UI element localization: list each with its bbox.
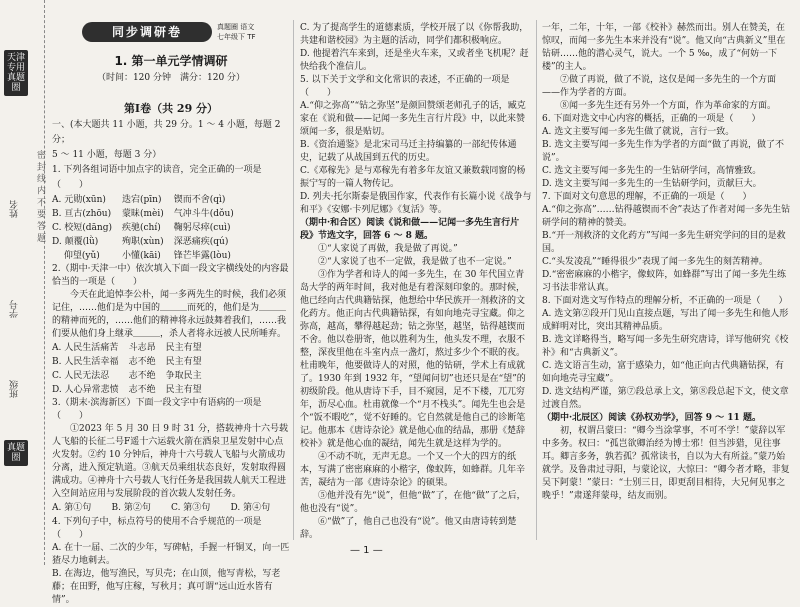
q1-option-cell: 疾驰(chí) — [122, 223, 161, 233]
passage-para-5: ⑤他并没有先“说”，但他“做”了，在他“做”了之后，他也没有“说”。 — [300, 491, 526, 514]
q1-option-cell: B. 亘古(zhōu) — [52, 209, 112, 219]
brand-label-top: 天津专用 真题圈 — [4, 50, 28, 96]
header-meta-line2: 七年级下 TF — [217, 33, 256, 41]
q2-option-cell: A. 人民生活痛苦 — [52, 343, 119, 353]
passage-para-8: ⑦做了再说，做了不说，这仅是闻一多先生的一个方面——作为学者的方面。 — [542, 75, 777, 98]
q6-option-b: B. 选文主要写闻一多先生作为学者的方面“做了再说，做了不说”。 — [542, 140, 784, 163]
header-meta — [217, 22, 292, 42]
q2-option-row — [52, 369, 212, 383]
question-2: 2.（期中·天津一中）依次填入下面一段文字横线处的内容最恰当的一项是（ ） — [52, 264, 289, 287]
q8-option-b: B. 选文详略得当，略写闻一多先生研究唐诗，详写他研究《校补》和“古典新义”。 — [542, 335, 789, 358]
q1-option-cell: A. 元勋(xūn) — [52, 195, 106, 205]
intro-line1: 一、(本大题共 11 小题，共 29 分。1 ～ 4 小题，每题 2 分； — [52, 120, 281, 145]
name-label: 姓名 — [10, 200, 20, 218]
q1-option-cell: 深恶痛疾(qú) — [173, 237, 229, 247]
q1-option-cell: 仰望(yǔ) — [52, 251, 100, 261]
q1-option-row — [52, 207, 244, 221]
q2-option-row — [52, 383, 212, 397]
passage-para-6: ⑥“做”了，他自己也没有“说”。他又由唐诗转到楚辞。 — [300, 517, 517, 540]
q1-option-row — [52, 193, 244, 207]
q1-option-cell: 鞠躬尽瘁(cuì) — [173, 223, 231, 233]
question-5: 5. 以下关于文学和文化常识的表述，不正确的一项是（ ） — [300, 75, 510, 98]
q1-option-cell: 迭宕(pīn) — [122, 195, 162, 205]
volume-title: 第Ⅰ卷（共 29 分） — [123, 102, 219, 115]
passage-para-2: ②“人家说了也不一定做，我是做了也不一定说。” — [318, 257, 512, 267]
header-banner: 同步调研卷 — [82, 22, 212, 42]
q2-option-row — [52, 355, 212, 369]
exam-header — [52, 18, 290, 48]
q2-option-cell: 志不绝 — [128, 357, 156, 367]
right-column — [542, 22, 792, 503]
question-8: 8. 下面对选文写作特点的理解分析，不正确的一项是（ ） — [542, 296, 788, 306]
q6-option-a: A. 选文主要写闻一多先生做了就说，言行一致。 — [542, 127, 735, 137]
q2-option-cell: D. 人心异常悲愤 — [52, 385, 119, 395]
q2-option-cell: 民主有望 — [165, 357, 202, 367]
q3-option-d: D. 第④句 — [230, 503, 271, 513]
q1-options — [52, 193, 244, 263]
time-line: （时间：120 分钟 满分：120 分） — [96, 73, 246, 83]
q1-option-cell: 蒙昧(mèi) — [122, 209, 164, 219]
page-number: — 1 — — [350, 545, 383, 556]
q1-option-cell: 小懂(kāi) — [122, 251, 161, 261]
passage-para-3: ③作为学者和诗人的闻一多先生，在 30 年代国立青岛大学的两年时间，我对他是有着深刻印象的。那时候，他已经向古代典籍钻探，他想给中华民族开一剂救济的文化药方。他正向古代典籍钻探，有如向地壳寻宝藏。仰之弥高，越高，攀得越起劲；钻之弥坚，越坚，钻得越锲而不舍。他以卷册寄，他以胜利为生，他头发不理，衣服不整，深夜里他在斗室内点一盏灯，熬过多少个不眠的夜。杜甫晚年，他要做诗人的对照，他的钻研，学术上有成就了。1930 年到 1932 年，“望闻问切”也还只是在“望”的初级阶段。他从唐诗下手，目不窥园，足不下楼，兀兀穷年，沥尽心血。杜甫就像一个“月不栈头”。闻先生也会是个“饭不暇吃”，觉不好睡的。它自然就是他自己的诊断笔记。他那本《唐诗杂论》就是他心血的结晶，那册《楚辞校补》就是他心血的凝结，闻先生就是这样为学的。 — [300, 270, 526, 449]
reading-2-passage: 初，权谓吕蒙曰：“卿今当涂掌事，不可不学！”蒙辞以军中多务。权曰：“孤岂欲卿治经为博士邪！但当涉猎，见往事耳。卿言多务，孰若孤？孤常读书，自以为大有所益。”蒙乃始就学。及鲁肃过寻阳，与蒙论议，大惊曰：“卿今者才略，非复吴下阿蒙！”蒙曰：“士别三日，即更刮目相待，大兄何见事之晚乎！”肃遂拜蒙母，结友而别。 — [542, 426, 790, 501]
q8-option-a: A. 选文第②段开门见山直接点题，写出了闻一多先生和他人形成鲜明对比，突出其精神品质。 — [542, 309, 789, 332]
q5-option-c: C.《邓稼先》是与邓稼先有着多年友谊又兼数载同窗的杨振宁写的一篇人物传记。 — [300, 166, 526, 189]
q7-option-a: A.“仰之弥高”……钻得越锲而不舍”表达了作者对闻一多先生钻研学问的精神的赞美。 — [542, 205, 791, 228]
q3-options — [52, 501, 290, 516]
q3-option-a: A. 第①句 — [52, 503, 92, 513]
q2-option-cell: 志不绝 — [128, 385, 156, 395]
q2-option-cell: 志不绝 — [128, 371, 156, 381]
middle-column — [300, 22, 532, 542]
q3-passage: ①2023 年 5 月 30 日 9 时 31 分，搭载神舟十六号载人飞船的长征二号F遥十六运载火箭在酒泉卫星发射中心点火发射。②约 10 分钟后，神舟十六号载人飞船与火箭成功分离，进入预定轨道。③航天员乘组状态良好，发射取得圆满成功。④神舟十六号载人飞行任务是我国载人航天工程进入空间站应用与发展阶段的首次载人发射任务。 — [52, 424, 289, 499]
q1-option-cell: C. 校短(dāng) — [52, 223, 112, 233]
reading-1-heading: （期中·和合区）阅读《说和做——记闻一多先生言行片段》节选文字，回答 6 ～ 8 题。 — [300, 218, 520, 241]
q2-option-cell: C. 人民无法忍 — [52, 371, 110, 381]
q6-option-c: C. 选文主要写闻一多先生的一生钻研学问，高情雅致。 — [542, 166, 762, 176]
question-3: 3.（期末·滨海新区）下面一段文字中有语病的一项是（ ） — [52, 398, 262, 421]
column-divider-1 — [293, 20, 294, 540]
column-divider-2 — [536, 20, 537, 540]
q1-option-cell: D. 颠覆(lǜ) — [52, 237, 99, 247]
q2-option-row — [52, 341, 212, 355]
q3-option-b: B. 第②句 — [111, 503, 151, 513]
q1-option-cell: 殉职(xùn) — [122, 237, 164, 247]
question-6: 6. 下面对选文中心内容的概括，正确的一项是（ ） — [542, 114, 761, 124]
q2-option-cell: 民主有望 — [165, 343, 202, 353]
unit-title: 1. 第一单元学情调研 — [114, 54, 228, 68]
q2-option-cell: 民主有望 — [165, 385, 202, 395]
q7-option-d: D.“密密麻麻的小楷字，像蚁阵，如蜂群”写出了闻一多先生练习书法非常认真。 — [542, 270, 786, 293]
left-column — [52, 118, 290, 607]
q2-option-cell: 争取民主 — [165, 371, 202, 381]
header-meta-line1: 真题圈 语文 — [217, 23, 255, 31]
q8-option-c: C. 选文语言生动，富于感染力，如“他正向古代典籍钻探，有如向地壳寻宝藏”。 — [542, 361, 784, 384]
q1-option-row — [52, 221, 244, 235]
q7-option-c: C.“头发凌乱”“睡得很少”表现了闻一多先生的刻苦精神。 — [542, 257, 768, 267]
q2-passage: 今天在此追悼李公朴，闻一多两先生的时候，我们必须记住，……他们是为中国的＿＿＿而死的，他们是为＿＿＿的精神而死的，……他们的精神将永远鼓舞着我们，……我们要从他们身上继承＿＿＿，杀人者将永远被人民所唾弃。 — [52, 290, 287, 339]
q5-option-d: D. 列夫·托尔斯泰是俄国作家，代表作有长篇小说《战争与和平》《安娜·卡列尼娜》《复活》等。 — [300, 192, 532, 215]
passage-para-4: ④不动不吭，无声无息。一个又一个大的四方的纸本，写满了密密麻麻的小楷字，像蚁阵，如蜂群。几年辛苦，凝结为一部《唐诗杂论》的硕果。 — [300, 452, 526, 488]
q3-option-c: C. 第③句 — [171, 503, 211, 513]
q7-option-b: B.“开一剂救济的文化药方”写闻一多先生研究学问的目的是救国。 — [542, 231, 786, 254]
q8-option-d: D. 选文结构严谨，第⑦段总承上文，第⑧段总起下文，使文章过渡自然。 — [542, 387, 789, 410]
passage-para-1: ①“人家说了再做，我是做了再说。” — [318, 244, 458, 254]
passage-para-7: 一年，二年，十年，一部《校补》赫然而出。别人在赞美，在惊叹，而闻一多先生本来并没有“说”。他又向“古典新义”里在钻研……他的潜心灵气，说大。一个 5 ‰，成了“何妨一下楼”的主人。 — [542, 23, 786, 72]
reading-2-heading: （期中·北辰区）阅读《孙权劝学》，回答 9 ～ 11 题。 — [542, 413, 761, 423]
seal-line-text: 密 封 线 内 不 要 答 题 — [35, 150, 45, 243]
q4-option-c: C. 为了提高学生的道德素质，学校开展了以《你帮我助，共建和谐校园》为主题的活动，同学们都积极响应。 — [300, 23, 529, 46]
question-4: 4. 下列句子中，标点符号的使用不合乎规范的一项是（ ） — [52, 517, 262, 540]
q4-option-d: D. 他提着汽车来到，还是坐火车来，又或者坐飞机呢？赶快给我个准信儿。 — [300, 49, 529, 72]
q1-option-cell: 锲而不舍(qì) — [173, 195, 226, 205]
q2-options — [52, 341, 212, 397]
q4-option-b: B. 在海边，他写渔民，写贝壳；在山顶，他写青松，写老藤；在田野，他写庄稼，写秋月；真可谓“远山近水皆有情”。 — [52, 569, 281, 605]
q5-option-a: A.“仰之弥高”“钻之弥坚”是颜回赞颂老师孔子的话，臧克家在《说和做——记闻一多先生言行片段》中，以此来赞颂闻一多，很是贴切。 — [300, 101, 526, 137]
q2-option-cell: B. 人民生活幸福 — [52, 357, 119, 367]
question-7: 7. 下面对文句意思的理解，不正确的一项是（ ） — [542, 192, 752, 202]
q4-option-a: A. 在十一届、二次的少年，写碑帖，手握一杆铜叉，向一匹猹尽力地刺去。 — [52, 543, 290, 566]
q1-option-row — [52, 249, 244, 263]
intro-line2: 5 ～ 11 小题，每题 3 分） — [52, 150, 162, 160]
id-label: 学号 — [10, 300, 20, 318]
q2-option-cell: 斗志昂 — [128, 343, 156, 353]
passage-para-9: ⑧闻一多先生还有另外一个方面，作为革命家的方面。 — [560, 101, 777, 111]
q1-option-cell: 锋芒毕露(lòu) — [173, 251, 231, 261]
q1-option-row — [52, 235, 244, 249]
q5-option-b: B.《资治通鉴》是北宋司马迁主持编纂的一部纪传体通史，记载了从战国到五代的历史。 — [300, 140, 517, 163]
brand-label-bottom: 真题圈 — [4, 440, 28, 466]
q6-option-d: D. 选文主要写闻一多先生的一生钻研学问，贡献巨大。 — [542, 179, 762, 189]
question-1: 1. 下列各组词语中加点字的读音，完全正确的一项是（ ） — [52, 165, 262, 190]
class-label: 班级 — [10, 380, 20, 398]
q1-option-cell: 气冲斗牛(dǒu) — [173, 209, 234, 219]
binding-margin — [0, 0, 45, 565]
